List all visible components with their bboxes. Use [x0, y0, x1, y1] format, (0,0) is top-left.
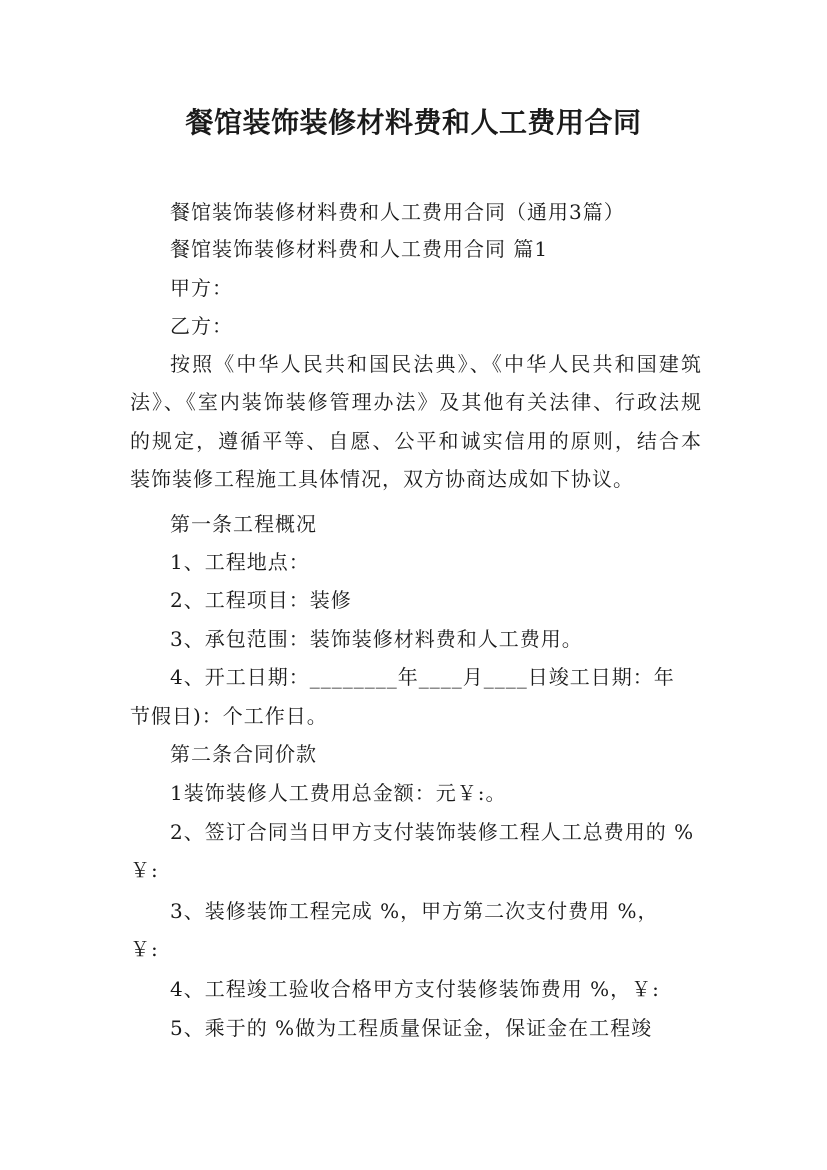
list-item: 4、开工日期：________年____月____日竣工日期：年	[170, 665, 675, 689]
list-item: 3、装修装饰工程完成 %，甲方第二次支付费用 %，	[170, 899, 659, 923]
paragraph-line: 按照《中华人民共和国民法典》、《中华人民共和国建筑	[170, 352, 702, 376]
paragraph-line: 法》、《室内装饰装修管理办法》及其他有关法律、行政法规	[130, 390, 702, 414]
list-item: 2、工程项目：装修	[170, 588, 352, 612]
paragraph-line: 的规定，遵循平等、自愿、公平和诚实信用的原则，结合本	[130, 429, 702, 453]
list-item: 2、签订合同当日甲方支付装饰装修工程人工总费用的 %	[170, 820, 695, 844]
list-item: 3、承包范围：装饰装修材料费和人工费用。	[170, 627, 583, 651]
party-a-label: 甲方：	[170, 276, 233, 300]
article-heading: 第一条工程概况	[170, 512, 317, 536]
list-item: 1、工程地点：	[170, 550, 310, 574]
party-b-label: 乙方：	[170, 314, 233, 338]
document-title: 餐馆装饰装修材料费和人工费用合同	[185, 106, 642, 139]
list-item: 4、工程竣工验收合格甲方支付装修装饰费用 %，￥:	[170, 977, 660, 1001]
list-item-continuation: ￥:	[130, 858, 159, 882]
subtitle-line: 餐馆装饰装修材料费和人工费用合同（通用3篇）	[170, 200, 625, 224]
paragraph-line: 装饰装修工程施工具体情况，双方协商达成如下协议。	[130, 467, 634, 491]
list-item: 1装饰装修人工费用总金额：元￥:。	[170, 781, 507, 805]
article-heading: 第二条合同价款	[170, 742, 317, 766]
section-heading: 餐馆装饰装修材料费和人工费用合同 篇1	[170, 237, 549, 261]
list-item-continuation: 节假日)：个工作日。	[130, 704, 328, 728]
list-item: 5、乘于的 %做为工程质量保证金，保证金在工程竣	[170, 1016, 653, 1040]
list-item-continuation: ￥:	[130, 937, 159, 961]
